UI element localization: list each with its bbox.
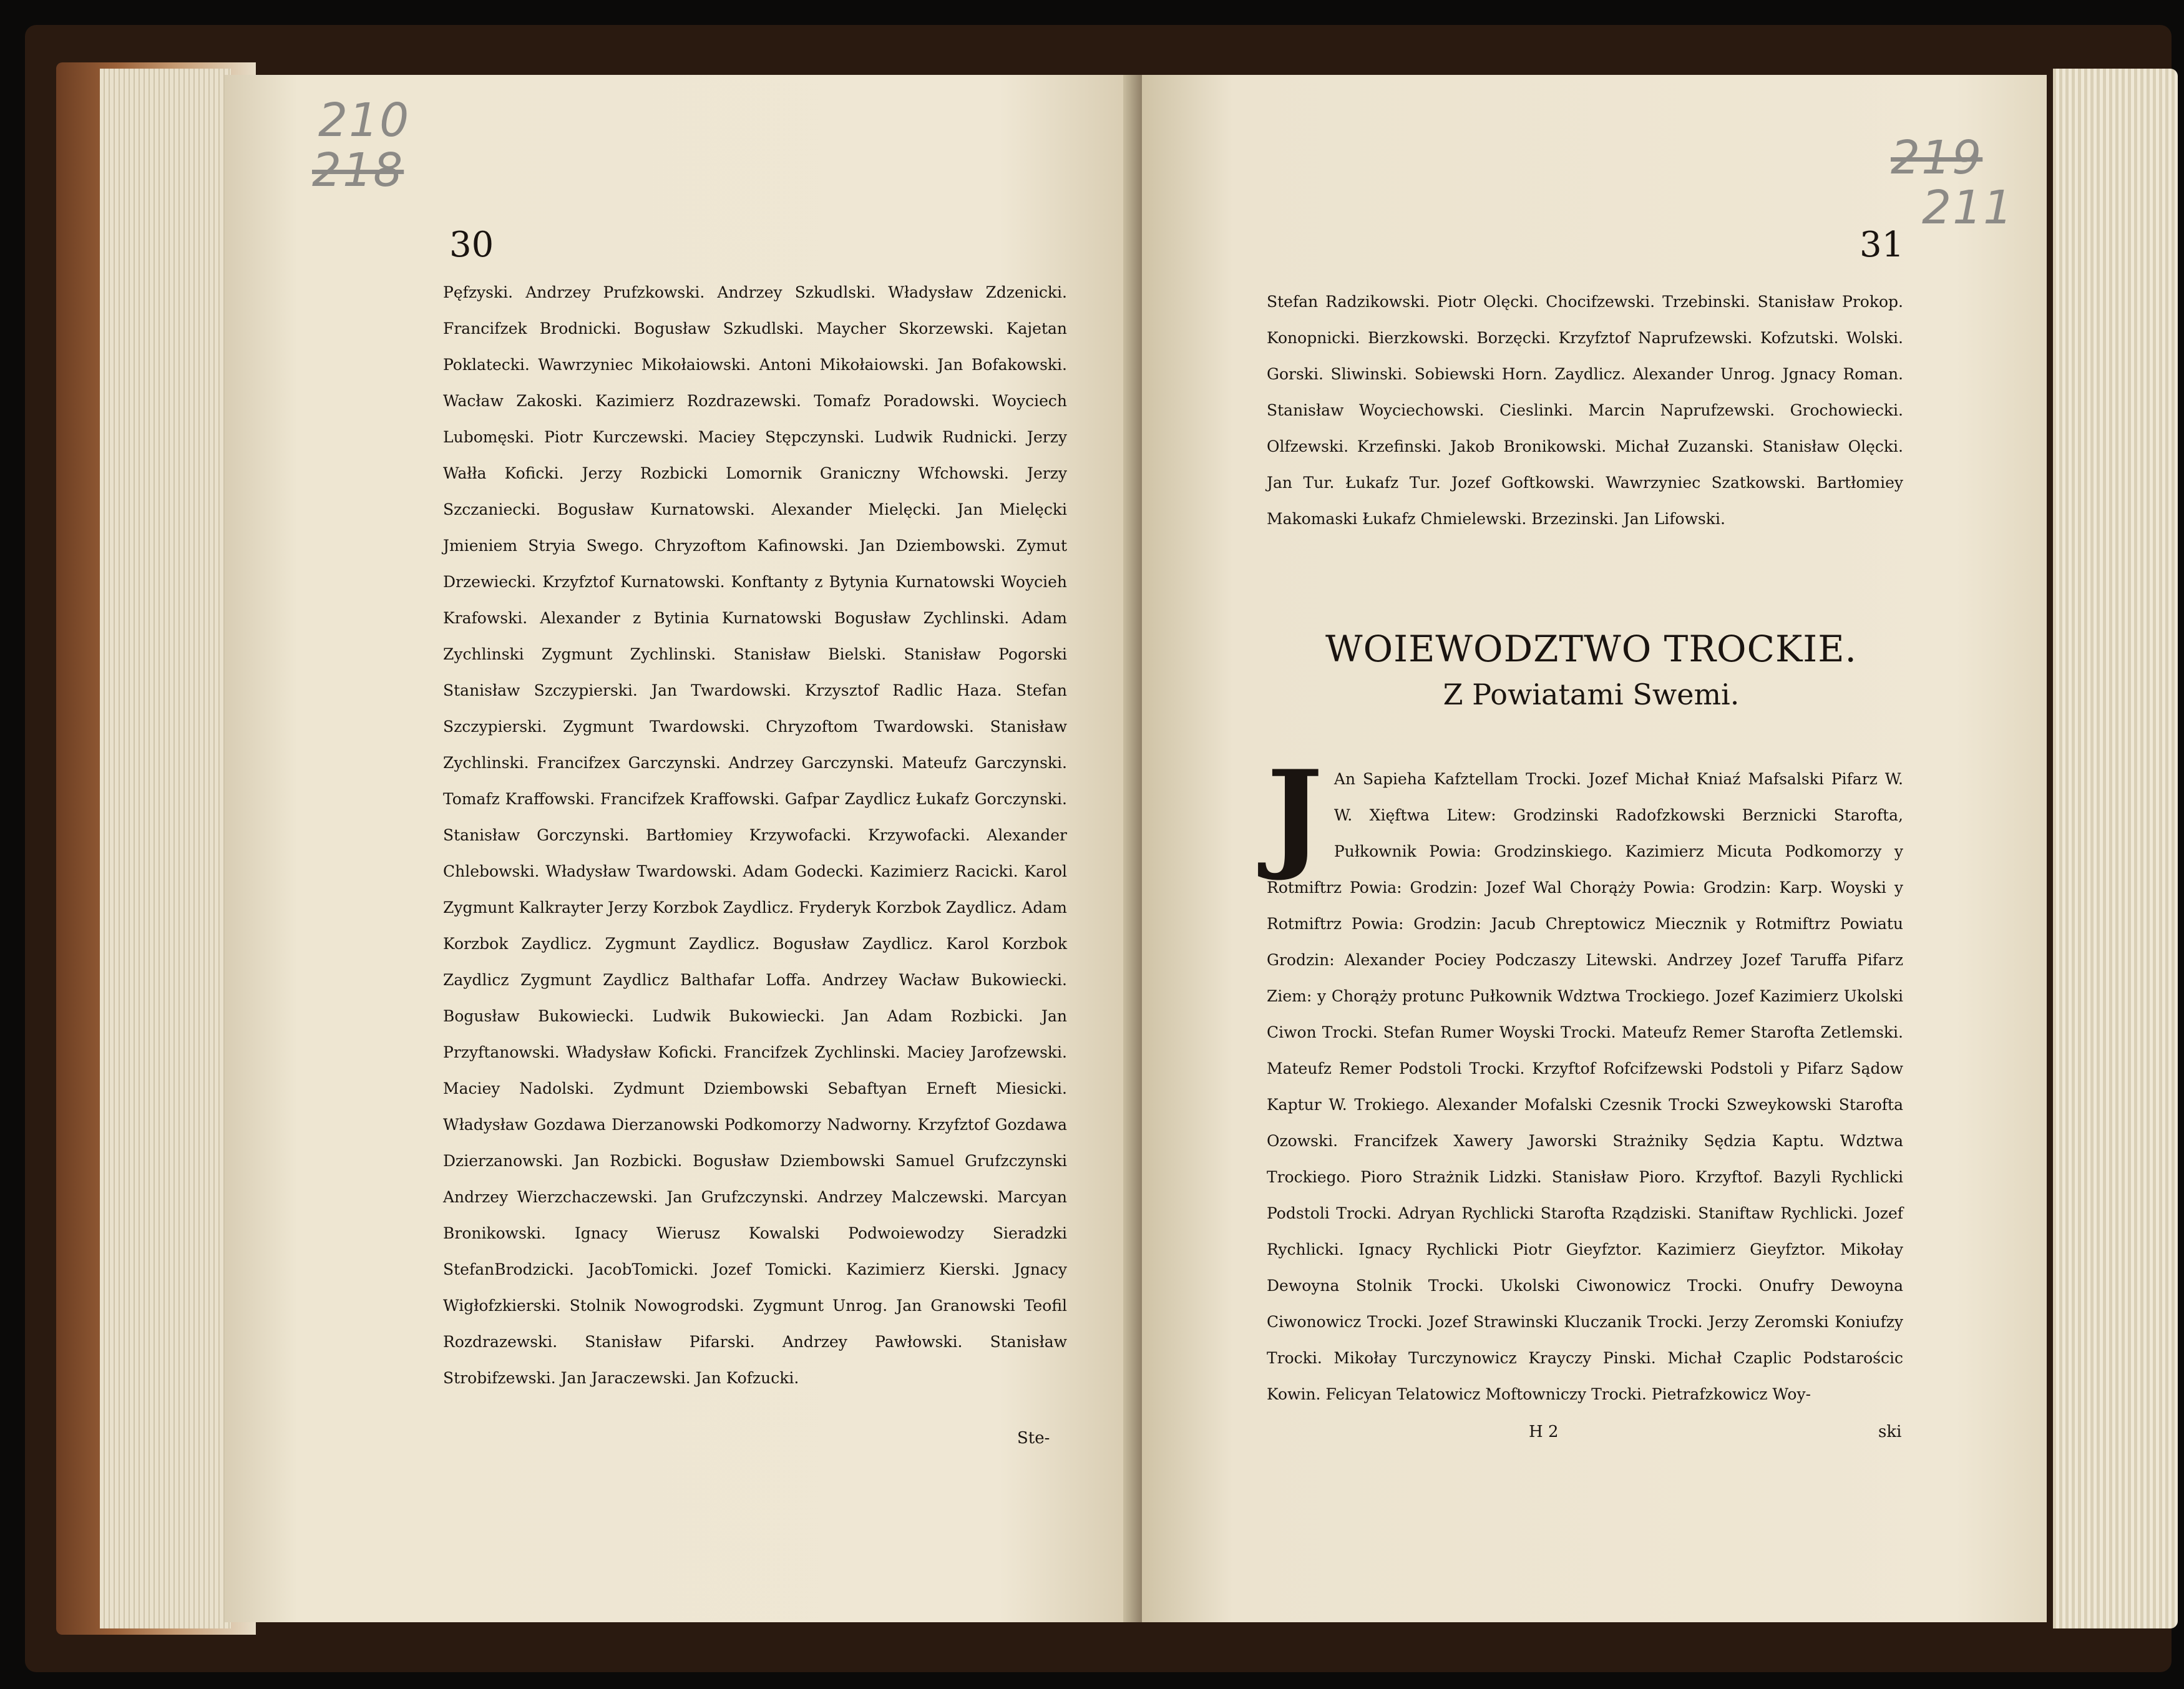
pencil-mark-left-top: 210 — [318, 94, 411, 147]
signature-mark: H 2 — [1529, 1423, 1559, 1441]
left-page — [225, 75, 1136, 1622]
catchword-right: ski — [1878, 1423, 1902, 1441]
page-number-left: 30 — [449, 225, 494, 265]
drop-cap: J — [1267, 744, 1323, 883]
book — [25, 25, 2172, 1672]
left-page-text — [443, 275, 1067, 1396]
right-page-main-paragraph: An Sapieha Kafztellam Trocki. Jozef Michał Kniaź Mafsalski Pifarz W. W. Xięftwa Litew: Grodzinski Radofzkowski Berznicki Starofta, Pułkownik Powia: Grodzinskiego. Kazimierz Micuta Podkomorzy y Rotmiftrz Powia: Grodzin: Jozef Wal Chorąży Powia: Grodzin: Karp. Woyski y Rotmiftrz Powia: Grodzin: Jacub Chreptowicz Miecznik y Rotmiftrz Powiatu Grodzin: Alexander Pociey Podczaszy Litewski. Andrzey Jozef Taruffa Pifarz Ziem: y Chorąży protunc Pułkownik Wdztwa Trockiego. Jozef Kazimierz Ukolski Ciwon Trocki. Stefan Rumer Woyski Trocki. Mateufz Remer Starofta Zetlemski. Mateufz Remer Podstoli Trocki. Krzyftof Rofcifzewski Podstoli y Pifarz Sądow Kaptur W. Trokiego. Alexander Mofalski Czesnik Trocki Szweykowski Starofta Ozowski. Francifzek Xawery Jaworski Strażniky Sędzia Kaptu. Wdztwa Trockiego. Pioro Strażnik Lidzki. Stanisław Pioro. Krzyftof. Bazyli Rychlicki Podstoli Trocki. Adryan Rychlicki Starofta Rządziski. Staniftaw Rychlicki. Jozef Rychlicki. Ignacy Rychlicki Piotr Gieyfztor. Kazimierz Gieyfztor. Mikołay Dewoyna Stolnik Trocki. Ukolski Ciwonowicz Trocki. Onufry Dewoyna Ciwonowicz Trocki. Jozef Strawinski Kluczanik Trocki. Jerzy Zeromski Koniufzy Trocki. Mikołay Turczynowicz Krayczy Pinski. Michał Czaplic Podstarościc Kowin. Felicyan Telatowicz Moftowniczy Trocki. Pietrafzkowicz Woy- — [1267, 770, 1903, 1403]
right-page-top-text — [1267, 268, 1903, 553]
page-edges-left — [100, 69, 231, 1628]
catchword-left: Ste- — [1017, 1429, 1050, 1448]
right-page — [1142, 75, 2047, 1622]
section-heading-subtitle: Z Powiatami Swemi. — [1443, 678, 1740, 711]
pencil-mark-left-bottom: 218 — [312, 144, 404, 197]
section-heading — [1217, 624, 1966, 715]
pencil-mark-right-bottom: 211 — [1922, 181, 2014, 235]
left-page-paragraph: Pęfzyski. Andrzey Prufzkowski. Andrzey Szkudlski. Władysław Zdzenicki. Francifzek Brodnicki. Bogusław Szkudlski. Maycher Skorzewski. Kajetan Poklatecki. Wawrzyniec Mikołaiowski. Antoni Mikołaiowski. Jan Bofakowski. Wacław Zakoski. Kazimierz Rozdrazewski. Tomafz Poradowski. Woyciech Lubomęski. Piotr Kurczewski. Maciey Stępczynski. Ludwik Rudnicki. Jerzy Wałła Koficki. Jerzy Rozbicki Lomornik Graniczny Wfchowski. Jerzy Szczaniecki. Bogusław Kurnatowski. Alexander Mielęcki. Jan Mielęcki Jmieniem Stryia Swego. Chryzoftom Kafinowski. Jan Dziembowski. Zymut Drzewiecki. Krzyfztof Kurnatowski. Konftanty z Bytynia Kurnatowski Woycieh Krafowski. Alexander z Bytinia Kurnatowski Bogusław Zychlinski. Adam Zychlinski Zygmunt Zychlinski. Stanisław Bielski. Stanisław Pogorski Stanisław Szczypierski. Jan Twardowski. Krzysztof Radlic Haza. Stefan Szczypierski. Zygmunt Twardowski. Chryzoftom Twardowski. Stanisław Zychlinski. Francifzex Garczynski. Andrzey Garczynski. Mateufz Garczynski. Tomafz Kraffowski. Francifzek Kraffowski. Gafpar Zaydlicz Łukafz Gorczynski. Stanisław Gorczynski. Bartłomiey Krzywofacki. Krzywofacki. Alexander Chlebowski. Władysław Twardowski. Adam Godecki. Kazimierz Racicki. Karol Zygmunt Kalkrayter Jerzy Korzbok Zaydlicz. Fryderyk Korzbok Zaydlicz. Adam Korzbok Zaydlicz. Zygmunt Zaydlicz. Bogusław Zaydlicz. Karol Korzbok Zaydlicz Zygmunt Zaydlicz Balthafar Loffa. Andrzey Wacław Bukowiecki. Bogusław Bukowiecki. Ludwik Bukowiecki. Jan Adam Rozbicki. Jan Przyftanowski. Władysław Koficki. Francifzek Zychlinski. Maciey Jarofzewski. Maciey Nadolski. Zydmunt Dziembowski Sebaftyan Erneft Miesicki. Władysław Gozdawa Dierzanowski Podkomorzy Nadworny. Krzyfztof Gozdawa Dzierzanowski. Jan Rozbicki. Bogusław Dziembowski Samuel Grufzczynski Andrzey Wierzchaczewski. Jan Grufzczynski. Andrzey Malczewski. Marcyan Bronikowski. Ignacy Wierusz Kowalski Podwoiewodzy Sieradzki StefanBrodzicki. JacobTomicki. Jozef Tomicki. Kazimierz Kierski. Jgnacy Wigłofzkierski. Stolnik Nowogrodski. Zygmunt Unrog. Jan Granowski Teofil Rozdrazewski. Stanisław Pifarski. Andrzey Pawłowski. Stanisław Strobifzewski. Jan Jaraczewski. Jan Kofzucki. — [443, 283, 1067, 1387]
page-number-right: 31 — [1860, 225, 1904, 265]
right-page-top-paragraph: Stefan Radzikowski. Piotr Olęcki. Chocifzewski. Trzebinski. Stanisław Prokop. Konopnicki. Bierzkowski. Borzęcki. Krzyfztof Naprufzewski. Kofzutski. Wolski. Gorski. Sliwinski. Sobiewski Horn. Zaydlicz. Alexander Unrog. Jgnacy Roman. Stanisław Woyciechowski. Cieslinki. Marcin Naprufzewski. Grochowiecki. Olfzewski. Krzefinski. Jakob Bronikowski. Michał Zuzanski. Stanisław Olęcki. Jan Tur. Łukafz Tur. Jozef Goftkowski. Wawrzyniec Szatkowski. Bartłomiey Makomaski Łukafz Chmielewski. Brzezinski. Jan Lifowski. — [1267, 293, 1903, 528]
page-edges-right — [2053, 69, 2178, 1628]
section-heading-title: WOIEWODZTWO TROCKIE. — [1325, 628, 1857, 670]
pencil-mark-right-top: 219 — [1891, 131, 1983, 185]
right-page-main-text — [1267, 744, 1903, 1413]
